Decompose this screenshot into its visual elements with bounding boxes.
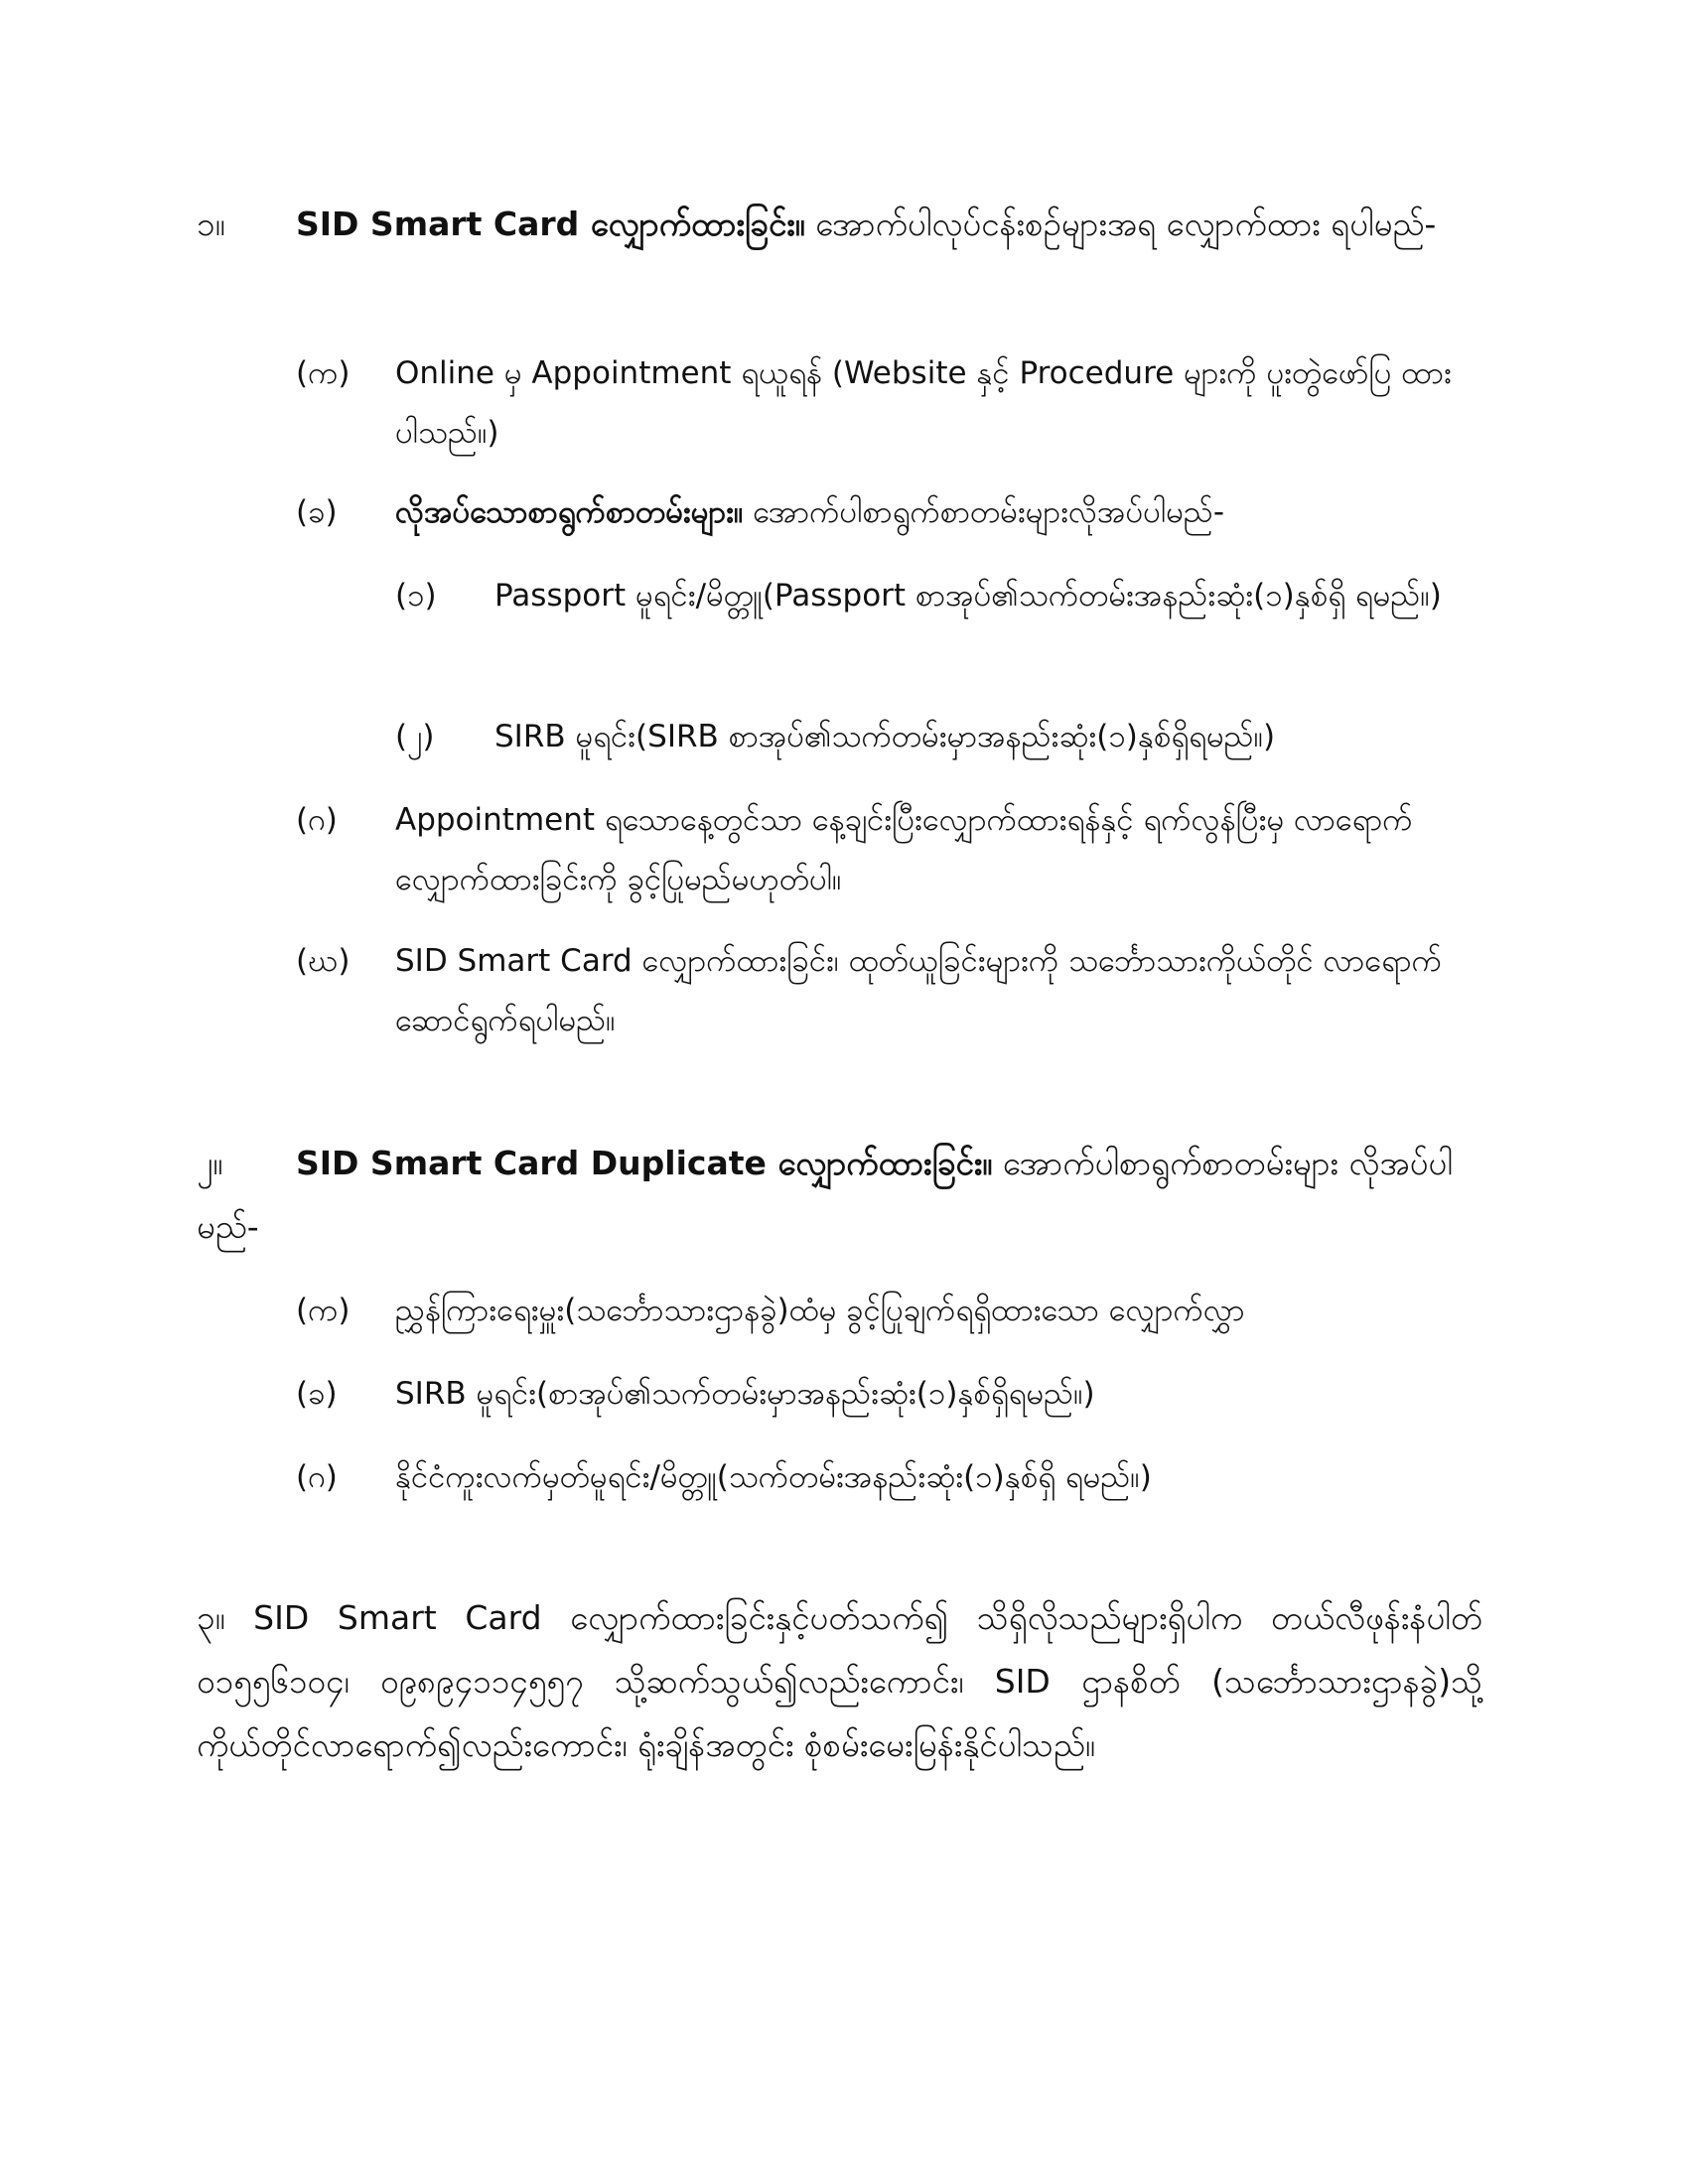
item-text: အောက်ပါစာရွက်စာတမ်းများလိုအပ်ပါမည်- xyxy=(743,494,1225,530)
section-1-item-ga xyxy=(296,790,1482,909)
item-text: SIRB မူရင်း(စာအုပ်၏သက်တမ်းမှာအနည်းဆုံး(၁)နှစ်ရှိရမည်။) xyxy=(395,1376,1095,1412)
item-text: Online မှ Appointment ရယူရန် (Website နှင့် Procedure များကို ပူးတွဲဖော်ပြ ထားပါသည်။) xyxy=(395,355,1452,451)
section-2-intro: အောက်ပါစာရွက်စာတမ်းများ လိုအပ်ပါမည်- xyxy=(197,1144,1453,1246)
item-marker: (ဂ) xyxy=(296,1459,338,1495)
item-text: နိုင်ငံကူးလက်မှတ်မူရင်း/မိတ္တူ(သက်တမ်းအနည်းဆုံး(၁)နှစ်ရှိ ရမည်။) xyxy=(395,1459,1152,1495)
section-2-item-kha xyxy=(296,1364,1482,1424)
section-3-paragraph xyxy=(197,1586,1482,1777)
section-2-item-ka xyxy=(296,1281,1482,1340)
item-marker: (က) xyxy=(296,1293,351,1328)
section-1-heading xyxy=(197,193,1477,256)
subitem-text: Passport မူရင်း/မိတ္တူ(Passport စာအုပ်၏သက်တမ်းအနည်းဆုံး(၁)နှစ်ရှိ ရမည်။) xyxy=(494,578,1442,614)
section-2-title: SID Smart Card Duplicate လျှောက်ထားခြင်း။ xyxy=(296,1144,993,1182)
item-text: ညွှန်ကြားရေးမှူး(သင်္ဘောသားဌာနခွဲ)ထံမှ ခွင့်ပြုချက်ရရှိထားသော လျှောက်လွှာ xyxy=(395,1293,1245,1328)
section-2-number: ၂။ xyxy=(197,1144,223,1182)
section-1-item-gha xyxy=(296,931,1482,1050)
section-2-item-ga xyxy=(296,1447,1482,1507)
section-1-item-ka xyxy=(296,343,1482,463)
item-marker: (ဂ) xyxy=(296,802,338,838)
section-3-text: SID Smart Card လျှောက်ထားခြင်းနှင့်ပတ်သက်၍ သိရှိလိုသည်များရှိပါက တယ်လီဖုန်းနံပါတ် ၀၁၅၅၆၁၀၄၊ ၀၉၈၉၄၁၁၄၅၅၇ သို့ဆက်သွယ်၍လည်းကောင်း၊ SID ဌာနစိတ် (သင်္ဘောသားဌာနခွဲ)သို့ ကိုယ်တိုင်လာရောက်၍လည်းကောင်း၊ ရုံးချိန်အတွင်း စုံစမ်းမေးမြန်းနိုင်ပါသည်။ xyxy=(197,1598,1482,1764)
subitem-text: SIRB မူရင်း(SIRB စာအုပ်၏သက်တမ်းမှာအနည်းဆုံး(၁)နှစ်ရှိရမည်။) xyxy=(494,719,1276,754)
section-1-title: SID Smart Card လျှောက်ထားခြင်း။ xyxy=(296,205,805,243)
section-1-subitem-1 xyxy=(395,566,1482,625)
item-text: SID Smart Card လျှောက်ထားခြင်း၊ ထုတ်ယူခြင်းများကို သင်္ဘောသားကိုယ်တိုင် လာရောက်ဆောင်ရွက်ရပါမည်။ xyxy=(395,943,1443,1038)
section-1-subitem-2 xyxy=(395,707,1482,766)
section-3-number: ၃။ xyxy=(197,1598,225,1637)
item-title: လိုအပ်သောစာရွက်စာတမ်းများ။ xyxy=(395,494,744,530)
item-marker: (ဃ) xyxy=(296,943,351,979)
item-marker: (ခ) xyxy=(296,1376,338,1412)
item-text-wrap xyxy=(296,482,1482,542)
item-text: Appointment ရသောနေ့တွင်သာ နေ့ချင်းပြီးလျှောက်ထားရန်နှင့် ရက်လွန်ပြီးမှ လာရောက်လျှောက်ထားခြင်းကို ခွင့်ပြုမည်မဟုတ်ပါ။ xyxy=(395,802,1413,897)
section-1-intro: အောက်ပါလုပ်ငန်းစဉ်များအရ လျှောက်ထား ရပါမည်- xyxy=(804,205,1437,243)
subitem-marker: (၁) xyxy=(395,578,437,614)
item-marker: (က) xyxy=(296,355,351,391)
section-1-number: ၁။ xyxy=(197,205,225,243)
item-marker: (ခ) xyxy=(296,494,338,530)
subitem-marker: (၂) xyxy=(395,719,435,754)
section-2-heading xyxy=(197,1132,1477,1259)
section-1-item-kha xyxy=(296,482,1482,542)
